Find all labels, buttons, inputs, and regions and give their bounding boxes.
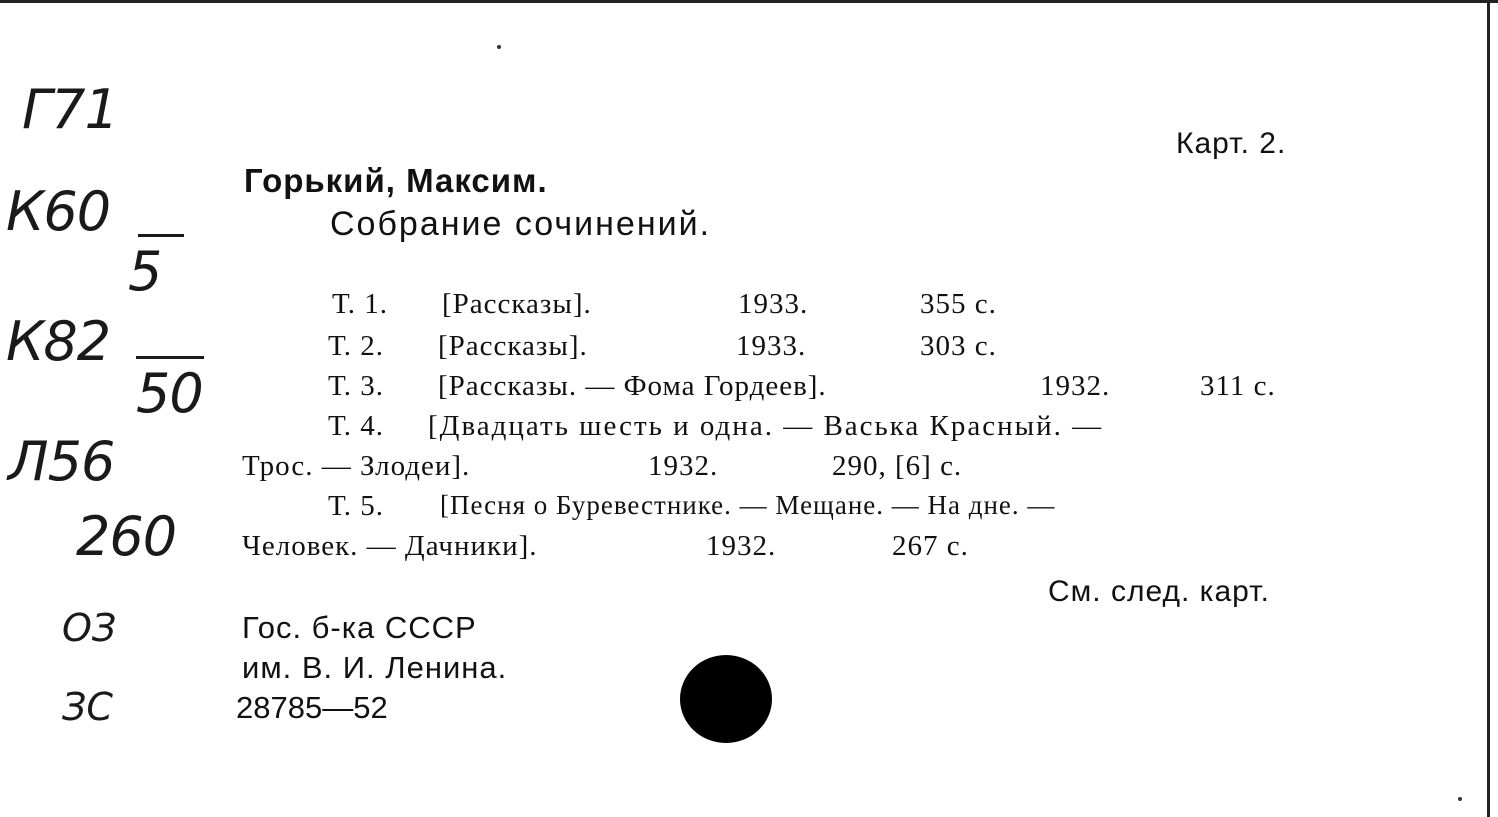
volume-pages: 355 с. — [920, 288, 997, 320]
volume-contents: [Двадцать шесть и одна. — Васька Красный. — — [428, 410, 1104, 442]
card-number: Карт. 2. — [1176, 127, 1287, 160]
fraction-line — [136, 356, 204, 359]
volume-contents: [Рассказы]. — [442, 288, 592, 320]
ink-speck — [1458, 797, 1462, 801]
volume-contents: [Песня о Буревестнике. — Мещане. — На дне. — — [440, 490, 1056, 520]
volume-year: 1932. — [648, 450, 719, 482]
handwritten-code-1: Г71 — [22, 78, 118, 141]
volume-pages: 303 с. — [920, 330, 997, 362]
work-title: Собрание сочинений. — [330, 205, 712, 243]
handwritten-code-2-bottom: 5 — [128, 240, 162, 303]
volume-contents: [Рассказы]. — [438, 330, 588, 362]
volume-year: 1933. — [738, 288, 809, 320]
card-top-edge — [0, 0, 1498, 3]
volume-number: Т. 5. — [328, 490, 385, 522]
volume-number: Т. 1. — [332, 288, 389, 320]
handwritten-code-3-bottom: 50 — [136, 362, 203, 425]
handwritten-code-6: ЗС — [62, 685, 113, 729]
volume-contents-continued: Человек. — Дачники]. — [242, 530, 538, 562]
see-next-card: См. след. карт. — [1048, 575, 1270, 608]
volume-pages: 311 с. — [1200, 370, 1276, 402]
volume-number: Т. 2. — [328, 330, 385, 362]
handwritten-code-2-top: К60 — [6, 180, 111, 243]
author-heading: Горький, Максим. — [244, 162, 548, 199]
fraction-line — [138, 234, 184, 237]
volume-year: 1933. — [736, 330, 807, 362]
ink-speck — [497, 45, 501, 49]
volume-contents-continued: Трос. — Злодеи]. — [242, 450, 471, 482]
volume-year: 1932. — [706, 530, 777, 562]
volume-year: 1932. — [1040, 370, 1111, 402]
punch-hole — [680, 655, 772, 743]
handwritten-code-4-bottom: 260 — [76, 505, 177, 568]
catalog-number: 28785—52 — [236, 690, 388, 725]
card-right-edge — [1487, 0, 1490, 817]
volume-number: Т. 3. — [328, 370, 385, 402]
volume-number: Т. 4. — [328, 410, 385, 442]
library-name-line1: Гос. б-ка СССР — [242, 610, 477, 645]
handwritten-code-5: ОЗ — [62, 606, 117, 650]
handwritten-code-3-top: К82 — [6, 310, 111, 373]
library-name-line2: им. В. И. Ленина. — [242, 650, 508, 685]
volume-contents: [Рассказы. — Фома Гордеев]. — [438, 370, 827, 402]
handwritten-code-4-top: Л56 — [8, 430, 115, 493]
volume-pages: 290, [6] с. — [832, 450, 963, 482]
volume-pages: 267 с. — [892, 530, 969, 562]
